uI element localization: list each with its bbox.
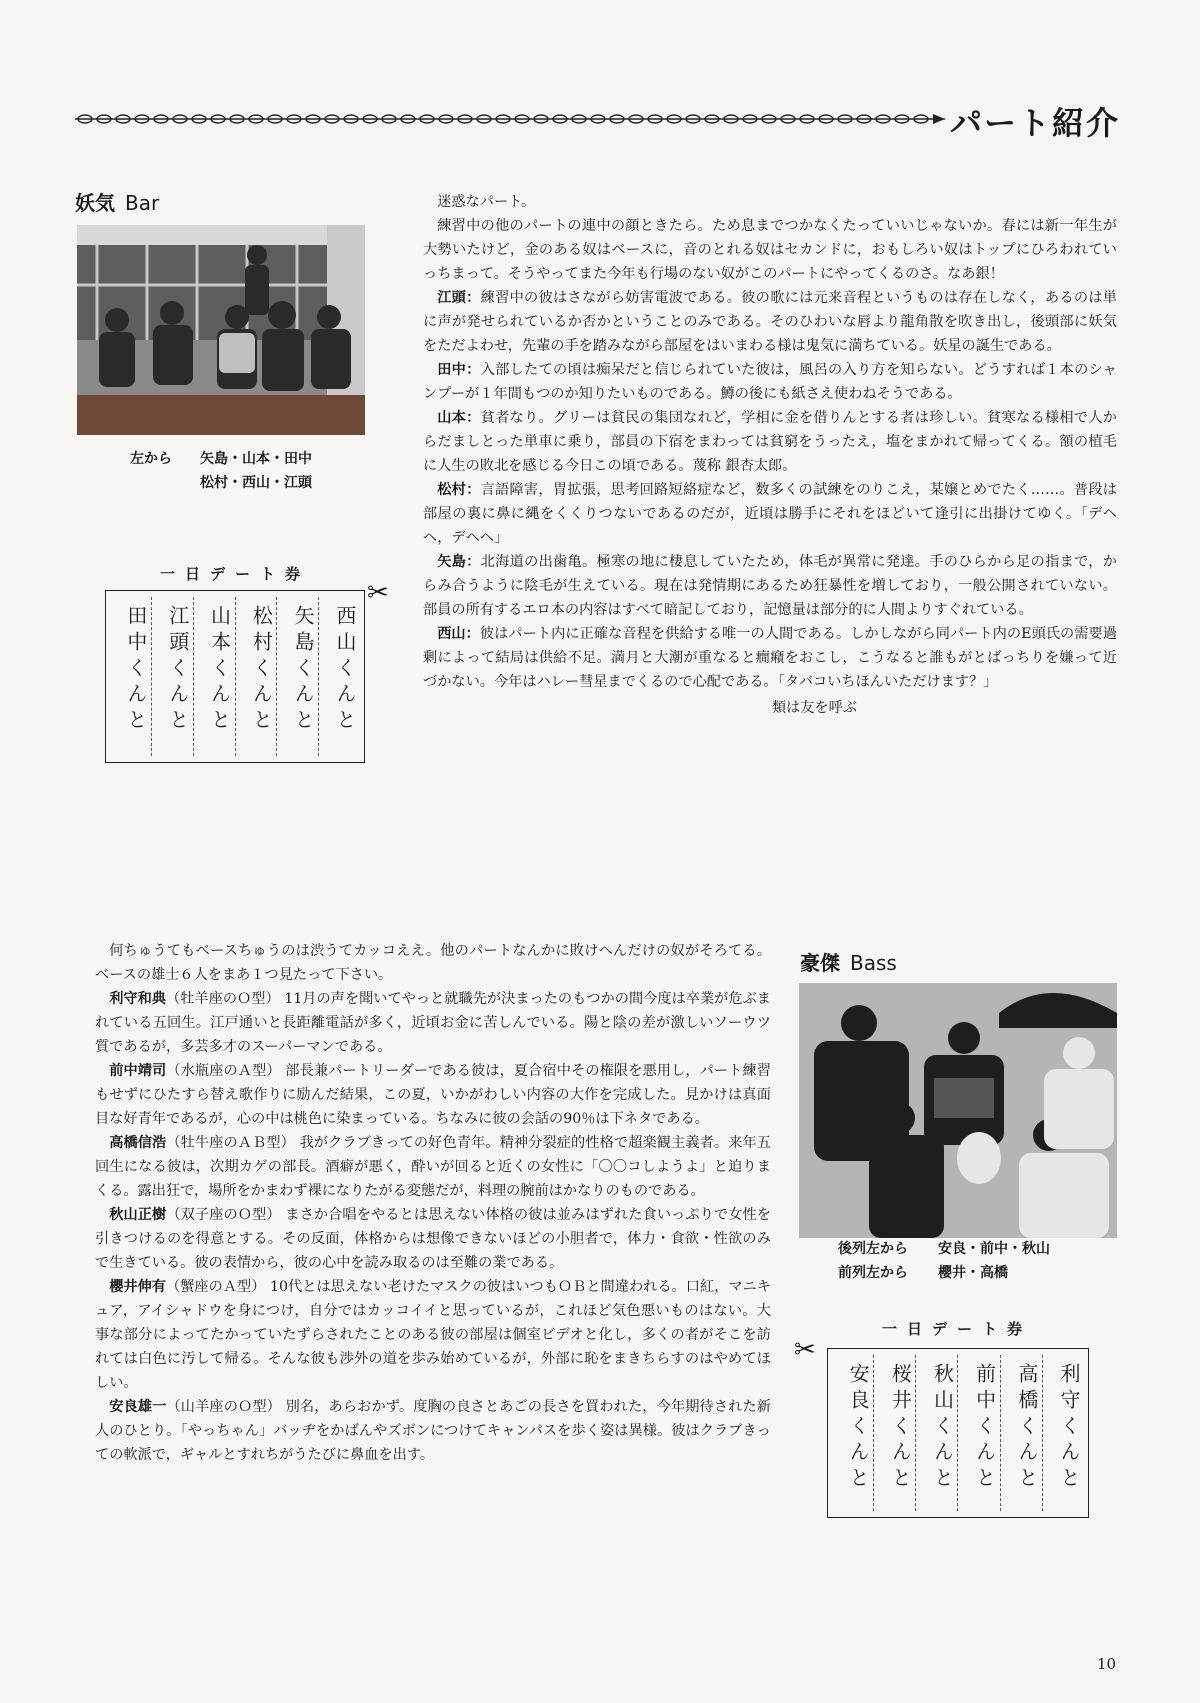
bass-member-entry: 利守和典（牡羊座のＯ型） 11月の声を聞いてやっと就職先が決まったのもつかの間今度は卒業が危ぶまれている五回生。江戸通いと長距離電話が多く，近頃お金に苦しんでいる。陽と陰の差が激しいソーウツ質であるが，多芸多才のスーパーマンである。 [95, 991, 771, 1055]
page-title: パート紹介 [949, 104, 1120, 142]
bass-caption-back: 安良・前中・秋山 [938, 1241, 1050, 1257]
bar-ticket-name: 田中くんと [123, 605, 148, 735]
bar-member-entry: 矢島：北海道の出歯亀。極寒の地に棲息していたため，体毛が異常に発達。手のひらから足の指まで，からみ合うように陰毛が生えている。現在は発情期にあるため狂暴性を増しており，一般公開されていない。部員の所有するエロ本の内容はすべて暗記しており，記憶量は部分的に人間よりすぐれている。 [423, 554, 1117, 618]
bar-caption-line2: 松村・西山・江頭 [200, 475, 312, 491]
bar-heading-jp: 妖気 [75, 191, 115, 215]
bass-caption-front-label: 前列左から [838, 1265, 908, 1281]
bass-member-entry: 高橋信浩（牡牛座のＡＢ型） 我がクラブきっての好色青年。精神分裂症的性格で超楽観主義者。来年五回生になる彼は，次期カゲの部長。酒癖が悪く，酔いが回ると近くの女性に「〇〇コしようよ」と迫りまくる。露出狂で，場所をかまわず裸になりたがる変態だが，料理の腕前はかなりのものである。 [95, 1135, 771, 1199]
decorative-chain-rule [75, 112, 945, 126]
bass-member-entry: 安良雄一（山羊座のＯ型） 別名，あらおかず。度胸の良さとあごの長さを買われた，今年期待された新人のひとり。「やっちゃん」バッヂをかばんやズボンにつけてキャンパスを歩く姿は異様。彼はクラブきっての軟派で，ギャルとすれちがうたびに鼻血を出す。 [95, 1399, 771, 1463]
member-name: 櫻井伸有 [109, 1279, 167, 1295]
bar-caption-label: 左から [130, 451, 172, 467]
bass-heading-en: Bass [850, 951, 897, 975]
title-row [75, 98, 1120, 142]
bar-heading-en: Bar [125, 191, 160, 215]
member-sign: （双子座のＯ型） [166, 1207, 281, 1223]
bass-ticket-name: 利守くんと [1042, 1355, 1084, 1511]
bar-intro-line: 迷惑なパート。 [437, 194, 536, 210]
member-name: 山本： [437, 410, 481, 426]
member-sign: （蟹座のＡ型） [166, 1279, 266, 1295]
bar-date-ticket [105, 590, 365, 763]
bass-caption-front: 櫻井・高橋 [938, 1265, 1008, 1281]
bar-member-entry: 山本：貧者なり。グリーは貧民の集団なれど，学相に金を借りんとする者は珍しい。貧寒なる様相で人からだましとった単車に乗り，部員の下宿をまわっては貧窮をうったえ，塩をまかれて帰ってくる。額の植毛に人生の敗北を感じる今日この頃である。蔑称 銀杏太郎。 [423, 410, 1117, 474]
bass-ticket-name: 桜井くんと [873, 1355, 915, 1511]
bass-ticket-name: 高橋くんと [1000, 1355, 1042, 1511]
bar-ticket-title: 一日デート券 [159, 565, 310, 583]
member-name: 安良雄一 [109, 1399, 167, 1415]
member-name: 西山： [437, 626, 480, 642]
member-sign: （山羊座のＯ型） [166, 1399, 281, 1415]
bar-member-entry: 西山：彼はパート内に正確な音程を供給する唯一の人間である。しかしながら同パート内のE頭氏の需要過剰によって結局は供給不足。満月と大潮が重なると癇癪をおこし，こうなると誰もがとばっちりを嫌って近づかない。今年はハレー彗星までくるので心配である。「タバコいちほんいただけます？」 [423, 626, 1117, 690]
bass-photo-caption [838, 1237, 1138, 1285]
scissors-icon: ✂ [794, 1335, 816, 1365]
bass-ticket-name: 安良くんと [846, 1363, 871, 1493]
bass-member-entry: 前中靖司（水瓶座のＡ型） 部長兼パートリーダーである彼は，夏合宿中その権限を悪用し，パート練習もせずにひたすら替え歌作りに励んだ結果，この夏，いかがわしい内容の大作を完成した。見かけは真面目な好青年であるが，心の中は桃色に染まっている。ちなみに彼の会話の90％は下ネタである。 [95, 1063, 771, 1127]
bar-ticket-name: 江頭くんと [151, 597, 193, 756]
bass-intro-paragraph: 何ちゅうてもベースちゅうのは渋うてカッコええ。他のパートなんかに敗けへんだけの奴がそろてる。ベースの雄士６人をまあ１つ見たって下さい。 [95, 943, 771, 983]
bass-heading [800, 947, 897, 976]
member-name: 高橋信浩 [109, 1135, 167, 1151]
bar-ticket-name: 山本くんと [193, 597, 235, 756]
member-sign: （牡牛座のＡＢ型） [166, 1135, 295, 1151]
page-number: 10 [1097, 1655, 1117, 1673]
member-name: 松村： [437, 482, 481, 498]
member-name: 田中： [437, 362, 481, 378]
scissors-icon: ✂ [367, 578, 389, 608]
bass-heading-jp: 豪傑 [800, 951, 840, 975]
member-name: 矢島： [437, 554, 481, 570]
bar-ticket-name: 矢島くんと [276, 597, 318, 756]
bar-body-text [423, 190, 1117, 720]
bar-signature: 類は友を呼ぶ [771, 700, 857, 716]
member-name: 秋山正樹 [109, 1207, 167, 1223]
member-name: 前中靖司 [109, 1063, 167, 1079]
bar-photo-caption [130, 447, 380, 495]
bass-ticket-title: 一日デート券 [881, 1320, 1032, 1338]
bar-member-entry: 松村：言語障害，胃拡張，思考回路短絡症など，数多くの試練をのりこえ，某嬢とめでたく……。普段は部屋の裏に鼻に縄をくくりつないであるのだが，近頃は勝手にそれをほどいて逢引に出掛けてゆく。「デヘヘ，デヘヘ」 [423, 482, 1117, 546]
bar-member-entry: 田中：入部したての頃は痴呆だと信じられていた彼は，風呂の入り方を知らない。どうすれば１本のシャンプーが１年間もつのか知りたいものである。鱒の後にも紙さえ使わねそうである。 [423, 362, 1117, 402]
bass-group-photo [799, 983, 1117, 1238]
bar-group-photo [77, 225, 365, 435]
member-name: 江頭： [437, 290, 481, 306]
bass-date-ticket [827, 1348, 1089, 1518]
bass-member-entry: 櫻井伸有（蟹座のＡ型） 10代とは思えない老けたマスクの彼はいつもＯＢと間違われる。口紅，マニキュア，アイシャドウを身につけ，自分ではカッコイイと思っているが，これほど気色悪いものはない。大事な部分によってたかっていたずらされたことのある彼の部屋は個室ビデオと化し，多くの者がそこを訪れては白色に汚して帰る。そんな彼も渉外の道を歩み始めているが，外部に恥をまきちらすのはやめてほしい。 [95, 1279, 771, 1391]
bass-member-entry: 秋山正樹（双子座のＯ型） まさか合唱をやるとは思えない体格の彼は並みはずれた食いっぷりで女性を引きつけるのを得意とする。その反面，体格からは想像できないほどの小胆者で，体力・食欲・性欲のみで生きている。彼の表情から，彼の心中を読み取るのは至難の業である。 [95, 1207, 771, 1271]
bar-ticket-name: 松村くんと [235, 597, 277, 756]
bar-ticket-name: 西山くんと [318, 597, 360, 756]
bass-ticket-name: 前中くんと [957, 1355, 999, 1511]
member-sign: （牡羊座のＯ型） [166, 991, 280, 1007]
bar-intro-paragraph: 練習中の他のパートの連中の顔ときたら。ため息までつかなくたっていいじゃないか。春には新一年生が大勢いたけど，金のある奴はベースに，音のとれる奴はセカンドに，おもしろい奴はトップにひろわれていっちまって。そうやってまた今年も行場のない奴がこのパートにやってくるのさ。なあ銀！ [423, 218, 1117, 282]
bar-caption-line1: 矢島・山本・田中 [200, 451, 312, 467]
bar-heading [75, 187, 159, 216]
bar-member-entry: 江頭：練習中の彼はさながら妨害電波である。彼の歌には元来音程というものは存在しなく，あるのは単に声が発せられているか否かということのみである。そのひわいな唇より龍角散を吹き出し，後頭部に妖気をただよわせ，先輩の手を踏みながら部屋をはいまわる様は鬼気に満ちている。妖星の誕生である。 [423, 290, 1117, 354]
bass-caption-back-label: 後列左から [838, 1241, 908, 1257]
bass-body-text [95, 939, 771, 1467]
bass-ticket-name: 秋山くんと [915, 1355, 957, 1511]
member-name: 利守和典 [109, 991, 167, 1007]
member-sign: （水瓶座のＡ型） [166, 1063, 281, 1079]
